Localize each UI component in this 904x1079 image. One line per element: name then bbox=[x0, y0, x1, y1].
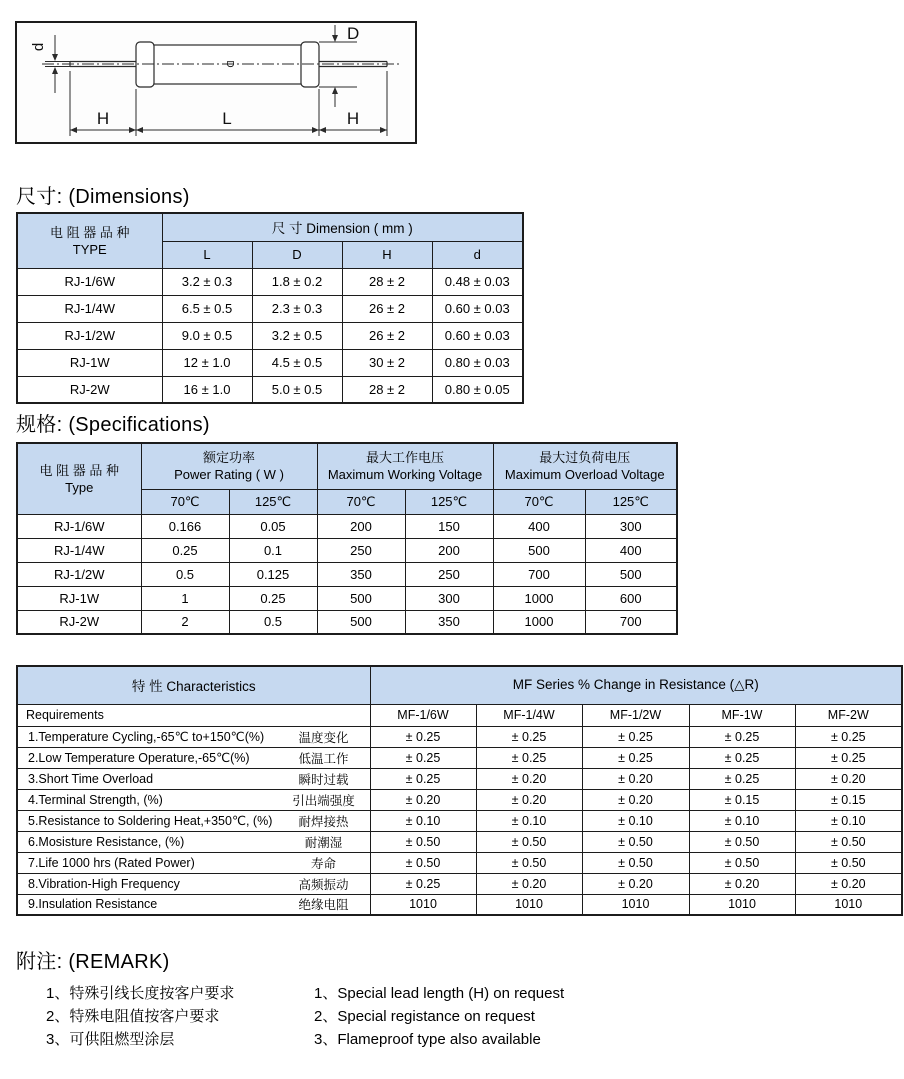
requirement-cn: 引出端强度 bbox=[292, 793, 355, 808]
table-row bbox=[17, 873, 902, 894]
table-cell: 2.3 ± 0.3 bbox=[252, 295, 342, 322]
table-cell: ± 0.15 bbox=[689, 789, 795, 810]
table-cell: ± 0.50 bbox=[370, 852, 476, 873]
group-header-en: Maximum Working Voltage bbox=[327, 467, 483, 483]
table-cell: 1010 bbox=[476, 894, 582, 915]
table-cell: 0.5 bbox=[229, 610, 317, 634]
requirement-en: 8.Vibration-High Frequency bbox=[28, 876, 180, 891]
table-row bbox=[17, 831, 902, 852]
table-cell: ± 0.20 bbox=[582, 768, 689, 789]
table-cell: 0.166 bbox=[141, 514, 229, 538]
remark-item: 1、Special lead length (H) on request bbox=[314, 985, 565, 1002]
header-cell: D bbox=[252, 241, 342, 268]
header-cell-type bbox=[17, 443, 141, 514]
dimension-label-H-right: H bbox=[346, 109, 360, 128]
table-cell: ± 0.25 bbox=[370, 747, 476, 768]
remark-item: 3、Flameproof type also available bbox=[314, 1031, 541, 1048]
table-cell: RJ-1/4W bbox=[17, 295, 162, 322]
body-marking: D bbox=[224, 60, 235, 68]
table-cell: ± 0.50 bbox=[476, 831, 582, 852]
table-cell: RJ-1W bbox=[17, 586, 141, 610]
table-cell: ± 0.25 bbox=[370, 873, 476, 894]
table-row bbox=[17, 322, 523, 349]
requirement-en: 1.Temperature Cycling,-65℃ to+150℃(%) bbox=[28, 730, 265, 744]
header-cell: 125℃ bbox=[229, 489, 317, 514]
table-row bbox=[17, 610, 677, 634]
header-cell: d bbox=[432, 241, 523, 268]
group-header-cn: 额定功率 bbox=[202, 450, 255, 466]
requirement-cn: 低温工作 bbox=[298, 751, 349, 766]
table-cell: 500 bbox=[493, 538, 585, 562]
table-cell: ± 0.25 bbox=[689, 726, 795, 747]
table-cell: 3.2 ± 0.3 bbox=[162, 268, 252, 295]
requirement-en: 2.Low Temperature Operature,-65℃(%) bbox=[28, 751, 250, 765]
table-cell: 300 bbox=[585, 514, 677, 538]
table-cell: 5.0 ± 0.5 bbox=[252, 376, 342, 403]
table-cell: 150 bbox=[405, 514, 493, 538]
header-cell: MF-1/2W bbox=[582, 704, 689, 726]
table-cell: 500 bbox=[317, 586, 405, 610]
table-cell: 16 ± 1.0 bbox=[162, 376, 252, 403]
requirement-cell bbox=[17, 726, 370, 747]
dimension-label-D: D bbox=[347, 24, 360, 43]
header-cell-power-rating bbox=[141, 443, 317, 489]
header-cell-working-voltage bbox=[317, 443, 493, 489]
table-cell: 0.5 bbox=[141, 562, 229, 586]
table-cell: 1010 bbox=[582, 894, 689, 915]
requirement-cn: 绝缘电阻 bbox=[298, 898, 349, 913]
remark-list-en bbox=[314, 982, 564, 1051]
header-cell: 70℃ bbox=[493, 489, 585, 514]
table-cell: ± 0.20 bbox=[689, 873, 795, 894]
requirement-cn: 耐焊接热 bbox=[298, 814, 349, 829]
header-cell-group: 尺 寸 Dimension ( mm ) bbox=[162, 213, 523, 241]
table-cell: ± 0.25 bbox=[476, 747, 582, 768]
table-cell: 200 bbox=[317, 514, 405, 538]
table-cell: 0.48 ± 0.03 bbox=[432, 268, 523, 295]
table-cell: ± 0.50 bbox=[582, 831, 689, 852]
table-cell: 0.05 bbox=[229, 514, 317, 538]
table-cell: 1.8 ± 0.2 bbox=[252, 268, 342, 295]
table-cell: RJ-1/4W bbox=[17, 538, 141, 562]
header-cell: 125℃ bbox=[405, 489, 493, 514]
table-cell: RJ-1/2W bbox=[17, 562, 141, 586]
dimensions-table bbox=[16, 212, 524, 404]
table-cell: 1010 bbox=[370, 894, 476, 915]
table-cell: 700 bbox=[493, 562, 585, 586]
table-cell: 1 bbox=[141, 586, 229, 610]
group-header-en: Maximum Overload Voltage bbox=[504, 467, 665, 483]
requirement-cn: 瞬时过载 bbox=[298, 772, 349, 787]
table-cell: 2 bbox=[141, 610, 229, 634]
table-row bbox=[17, 268, 523, 295]
requirement-cell bbox=[17, 768, 370, 789]
table-cell: ± 0.25 bbox=[795, 747, 902, 768]
table-cell: ± 0.50 bbox=[795, 852, 902, 873]
requirement-en: 7.Life 1000 hrs (Rated Power) bbox=[28, 855, 195, 870]
header-cell: H bbox=[342, 241, 432, 268]
table-cell: ± 0.20 bbox=[476, 768, 582, 789]
table-cell: 500 bbox=[585, 562, 677, 586]
type-header-cn: 电 阻 器 品 种 bbox=[50, 224, 130, 240]
header-cell: MF-1W bbox=[689, 704, 795, 726]
table-cell: 9.0 ± 0.5 bbox=[162, 322, 252, 349]
table-cell: 1010 bbox=[689, 894, 795, 915]
table-cell: 0.1 bbox=[229, 538, 317, 562]
table-cell: ± 0.15 bbox=[795, 789, 902, 810]
table-cell: 28 ± 2 bbox=[342, 268, 432, 295]
table-cell: ± 0.20 bbox=[476, 873, 582, 894]
table-row bbox=[17, 376, 523, 403]
table-cell: ± 0.10 bbox=[476, 810, 582, 831]
resistor-diagram-svg bbox=[17, 23, 415, 142]
table-cell: 30 ± 2 bbox=[342, 349, 432, 376]
header-cell-type bbox=[17, 213, 162, 268]
table-cell: ± 0.50 bbox=[582, 852, 689, 873]
requirement-cn: 寿命 bbox=[310, 856, 336, 871]
table-cell: ± 0.10 bbox=[370, 810, 476, 831]
requirement-cn: 温度变化 bbox=[298, 730, 349, 745]
requirement-cell bbox=[17, 894, 370, 915]
table-cell: 350 bbox=[317, 562, 405, 586]
section-heading-specifications: 规格: (Specifications) bbox=[16, 414, 210, 436]
header-cell: 125℃ bbox=[585, 489, 677, 514]
table-row bbox=[17, 852, 902, 873]
table-cell: 0.80 ± 0.05 bbox=[432, 376, 523, 403]
table-row bbox=[17, 768, 902, 789]
table-cell: 12 ± 1.0 bbox=[162, 349, 252, 376]
table-cell: ± 0.50 bbox=[370, 831, 476, 852]
table-cell: 700 bbox=[585, 610, 677, 634]
table-row bbox=[17, 443, 677, 489]
table-cell: ± 0.20 bbox=[370, 789, 476, 810]
table-row bbox=[17, 810, 902, 831]
type-header-en: Type bbox=[65, 479, 94, 495]
table-row bbox=[17, 349, 523, 376]
table-cell: ± 0.50 bbox=[689, 831, 795, 852]
table-cell: ± 0.25 bbox=[370, 726, 476, 747]
table-cell: 4.5 ± 0.5 bbox=[252, 349, 342, 376]
table-row bbox=[17, 666, 902, 704]
table-cell: 1010 bbox=[795, 894, 902, 915]
table-cell: ± 0.20 bbox=[582, 789, 689, 810]
table-cell: 200 bbox=[405, 538, 493, 562]
header-cell-overload-voltage bbox=[493, 443, 677, 489]
table-cell: ± 0.10 bbox=[582, 810, 689, 831]
requirement-cell bbox=[17, 810, 370, 831]
table-row bbox=[17, 213, 523, 241]
table-cell: 400 bbox=[585, 538, 677, 562]
header-cell-characteristics: 特 性 Characteristics bbox=[17, 666, 370, 704]
table-cell: 0.80 ± 0.03 bbox=[432, 349, 523, 376]
table-row bbox=[17, 726, 902, 747]
requirement-en: 9.Insulation Resistance bbox=[28, 897, 158, 912]
dimension-label-H-left: H bbox=[96, 109, 110, 128]
requirement-en: 4.Terminal Strength, (%) bbox=[28, 792, 163, 807]
characteristics-table bbox=[16, 665, 903, 916]
remark-item: 1、特殊引线长度按客户要求 bbox=[46, 985, 235, 1002]
resistor-diagram bbox=[15, 21, 417, 144]
type-header-en: TYPE bbox=[72, 241, 107, 257]
table-cell: RJ-1/6W bbox=[17, 268, 162, 295]
remark-item: 3、可供阻燃型涂层 bbox=[46, 1031, 175, 1048]
header-cell: MF-1/4W bbox=[476, 704, 582, 726]
table-cell: 0.25 bbox=[141, 538, 229, 562]
remark-item: 2、特殊电阻值按客户要求 bbox=[46, 1008, 220, 1025]
table-cell: ± 0.25 bbox=[370, 768, 476, 789]
requirement-cell bbox=[17, 789, 370, 810]
table-cell: 0.60 ± 0.03 bbox=[432, 322, 523, 349]
table-cell: 600 bbox=[585, 586, 677, 610]
table-cell: ± 0.25 bbox=[689, 768, 795, 789]
remark-list-cn bbox=[46, 982, 234, 1051]
table-cell: 1000 bbox=[493, 586, 585, 610]
table-cell: ± 0.10 bbox=[795, 810, 902, 831]
table-cell: 26 ± 2 bbox=[342, 295, 432, 322]
table-cell: 500 bbox=[317, 610, 405, 634]
table-cell: 6.5 ± 0.5 bbox=[162, 295, 252, 322]
table-cell: ± 0.20 bbox=[795, 873, 902, 894]
section-heading-remark: 附注: (REMARK) bbox=[16, 951, 170, 973]
table-row bbox=[17, 894, 902, 915]
header-cell-requirements: Requirements bbox=[17, 704, 370, 726]
table-row bbox=[17, 538, 677, 562]
table-cell: 250 bbox=[405, 562, 493, 586]
table-row bbox=[17, 295, 523, 322]
group-header-cn: 最大工作电压 bbox=[365, 450, 444, 466]
table-cell: RJ-2W bbox=[17, 610, 141, 634]
table-cell: ± 0.50 bbox=[476, 852, 582, 873]
table-row bbox=[17, 789, 902, 810]
requirement-cell bbox=[17, 747, 370, 768]
type-header-cn: 电 阻 器 品 种 bbox=[39, 462, 119, 478]
table-cell: ± 0.25 bbox=[582, 747, 689, 768]
table-cell: RJ-1W bbox=[17, 349, 162, 376]
table-cell: RJ-1/2W bbox=[17, 322, 162, 349]
table-cell: 300 bbox=[405, 586, 493, 610]
table-cell: ± 0.10 bbox=[689, 810, 795, 831]
requirement-cell bbox=[17, 873, 370, 894]
table-cell: ± 0.20 bbox=[582, 873, 689, 894]
table-cell: ± 0.50 bbox=[689, 852, 795, 873]
header-cell: 70℃ bbox=[141, 489, 229, 514]
table-cell: 26 ± 2 bbox=[342, 322, 432, 349]
requirement-cn: 高频振动 bbox=[298, 877, 349, 892]
table-cell: ± 0.25 bbox=[582, 726, 689, 747]
header-cell: 70℃ bbox=[317, 489, 405, 514]
table-cell: RJ-1/6W bbox=[17, 514, 141, 538]
header-cell: MF-2W bbox=[795, 704, 902, 726]
requirement-en: 5.Resistance to Soldering Heat,+350℃, (%) bbox=[28, 814, 273, 828]
table-cell: ± 0.25 bbox=[476, 726, 582, 747]
requirement-en: 6.Mosisture Resistance, (%) bbox=[28, 834, 185, 849]
table-cell: 1000 bbox=[493, 610, 585, 634]
table-cell: ± 0.25 bbox=[689, 747, 795, 768]
section-heading-dimensions: 尺寸: (Dimensions) bbox=[16, 186, 190, 208]
remark-item: 2、Special registance on request bbox=[314, 1008, 535, 1025]
table-cell: ± 0.50 bbox=[795, 831, 902, 852]
table-cell: ± 0.20 bbox=[476, 789, 582, 810]
table-row bbox=[17, 747, 902, 768]
spec-table bbox=[16, 442, 678, 635]
requirement-cell bbox=[17, 852, 370, 873]
requirement-cell bbox=[17, 831, 370, 852]
table-row bbox=[17, 514, 677, 538]
table-cell: 400 bbox=[493, 514, 585, 538]
group-header-en: Power Rating ( W ) bbox=[174, 467, 284, 483]
table-cell: 250 bbox=[317, 538, 405, 562]
table-cell: 0.25 bbox=[229, 586, 317, 610]
table-row bbox=[17, 586, 677, 610]
table-cell: 28 ± 2 bbox=[342, 376, 432, 403]
dimension-label-d: d bbox=[30, 42, 47, 52]
requirement-cn: 耐潮湿 bbox=[304, 835, 343, 850]
table-cell: 3.2 ± 0.5 bbox=[252, 322, 342, 349]
table-cell: 0.125 bbox=[229, 562, 317, 586]
group-header-cn: 最大过负荷电压 bbox=[539, 450, 631, 466]
table-row bbox=[17, 562, 677, 586]
requirement-en: 3.Short Time Overload bbox=[28, 771, 154, 786]
table-cell: ± 0.25 bbox=[795, 726, 902, 747]
header-cell-mf-series: MF Series % Change in Resistance (△R) bbox=[370, 666, 902, 704]
dimension-label-L: L bbox=[222, 109, 232, 128]
table-row bbox=[17, 704, 902, 726]
table-cell: ± 0.20 bbox=[795, 768, 902, 789]
header-cell: MF-1/6W bbox=[370, 704, 476, 726]
header-cell: L bbox=[162, 241, 252, 268]
table-cell: RJ-2W bbox=[17, 376, 162, 403]
table-cell: 350 bbox=[405, 610, 493, 634]
table-cell: 0.60 ± 0.03 bbox=[432, 295, 523, 322]
